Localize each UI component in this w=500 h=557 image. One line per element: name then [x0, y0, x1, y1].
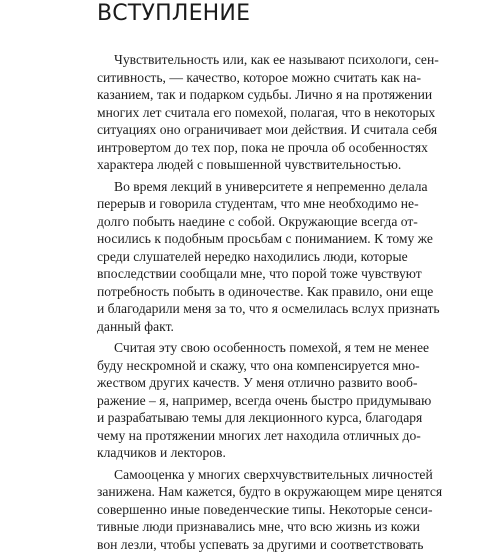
- paragraph-1: [97, 51, 439, 174]
- text-line: Считая эту свою особенность помехой, я тем не менее: [114, 340, 430, 355]
- text-line: среди слушателей нередко находились люди, которые: [97, 248, 408, 264]
- text-line: кладчиков и лекторов.: [97, 445, 226, 460]
- text-line: характера людей с повышенной чувствительностью.: [97, 157, 402, 172]
- text-line: долго побыть наедине с собой. Окружающие всегда от-: [97, 213, 418, 229]
- paragraph-3: [97, 339, 432, 462]
- text-line: совершенно иные поведенческие типы. Некоторые сенси-: [97, 501, 433, 517]
- text-line: и благодарили меня за то, что я осмелилась вслух признать: [97, 301, 440, 316]
- text-line: Чувствительность или, как ее называют психологи, сен-: [114, 52, 439, 67]
- text-line: и разрабатываю темы для лекционного курса, благодаря: [97, 410, 423, 425]
- text-line: интровертом до тех пор, пока не прочла об особенностях: [97, 139, 428, 155]
- text-line: ситивность, — качество, которое можно считать как на-: [97, 69, 421, 85]
- text-line: впоследствии сообщали мне, что порой тоже чувствуют: [97, 266, 422, 281]
- paragraph-4: [97, 466, 443, 554]
- text-line: многих лет считала его помехой, полагая, что в некоторых: [97, 104, 436, 120]
- text-line: чему на протяжении многих лет находила отличных до-: [97, 427, 421, 443]
- text-line: данный факт.: [97, 318, 174, 334]
- chapter-title: ВСТУПЛЕНИЕ: [97, 1, 251, 26]
- text-line: жеством других качеств. У меня отлично развито вооб-: [97, 375, 418, 390]
- text-line: буду нескромной и скажу, что она компенсируется мно-: [97, 357, 420, 373]
- text-line: потребность побыть в одиночестве. Как правило, они еще: [97, 283, 434, 299]
- text-line: ражение – я, например, всегда очень быстро придумываю: [97, 392, 432, 408]
- text-line: тивные люди признавались мне, что всю жизнь из кожи: [97, 519, 420, 534]
- text-line: Во время лекций в университете я непременно делала: [114, 178, 428, 194]
- text-line: вон лезли, чтобы успевать за другими и соответствовать: [97, 536, 424, 552]
- text-line: носились к подобным просьбам с пониманием. К тому же: [97, 231, 433, 246]
- paragraph-2: [97, 178, 440, 336]
- body-text: [97, 51, 443, 557]
- text-line: казанием, так и подарком судьбы. Лично я на протяжении: [97, 87, 433, 102]
- text-line: ситуациях оно ограничивает мои действия. И считала себя: [97, 122, 438, 137]
- text-line: перерыв и говорила студентам, что мне необходимо не-: [97, 196, 419, 211]
- text-line: занижена. Нам кажется, будто в окружающем мире ценятся: [97, 484, 443, 499]
- text-line: Самооценка у многих сверхчувствительных личностей: [114, 466, 433, 482]
